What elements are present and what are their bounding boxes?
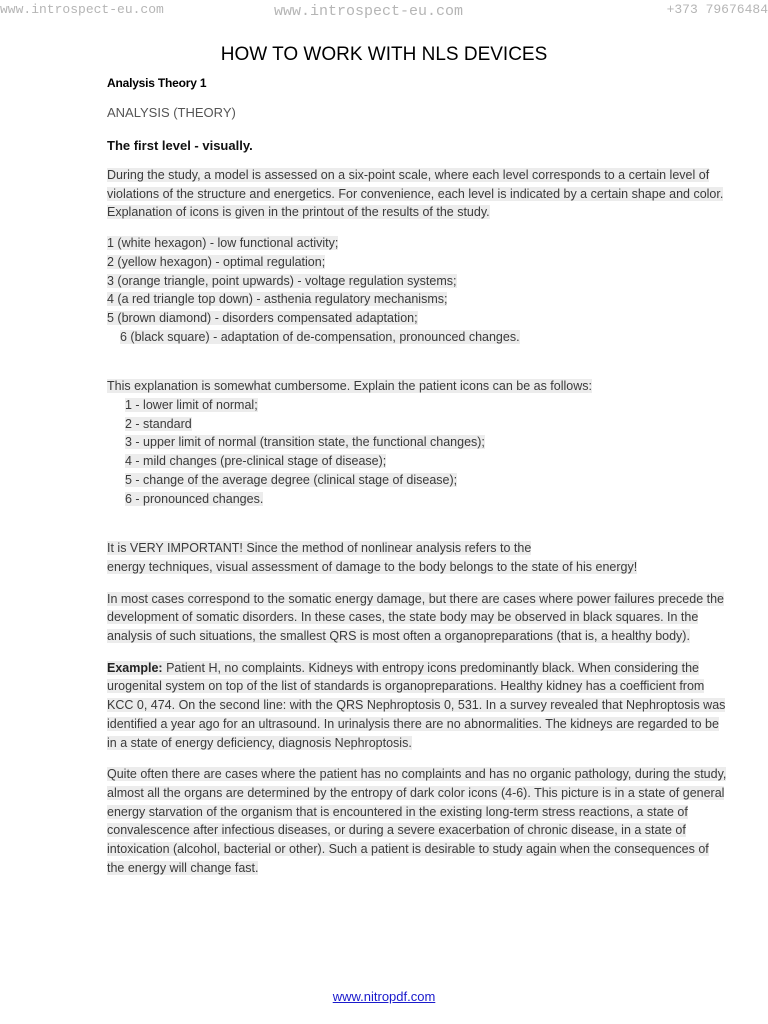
- list-item: 6 (black square) - adaptation of de-compensation, pronounced changes.: [120, 329, 520, 344]
- levels-list: [107, 234, 727, 346]
- list-item: 6 - pronounced changes.: [125, 491, 264, 506]
- document-body: [107, 76, 727, 878]
- subtitle: Analysis Theory 1: [107, 76, 207, 90]
- list-item: 2 (yellow hexagon) - optimal regulation;: [107, 254, 326, 269]
- level-heading: The first level - visually.: [107, 138, 253, 153]
- watermark-center: www.introspect-eu.com: [274, 3, 464, 20]
- watermark-left: www.introspect-eu.com: [0, 2, 164, 17]
- list-item: 5 - change of the average degree (clinical stage of disease);: [125, 472, 458, 487]
- cases-paragraph: In most cases correspond to the somatic energy damage, but there are cases where power failures precede the development of somatic disorders. In these cases, the state body may be observed in black squares. In the analysis of such situations, the smallest QRS is most often a organopreparations (that is, a healthy body).: [107, 591, 724, 644]
- list-item: 2 - standard: [125, 416, 192, 431]
- final-paragraph: Quite often there are cases where the patient has no complaints and has no organic pathology, during the study, almost all the organs are determined by the entropy of dark color icons (4-6). This picture is in a state of general energy starvation of the organism that is encountered in the existing long-term stress reactions, a state of convalescence after infectious diseases, or during a severe exacerbation of chronic disease, in a state of intoxication (alcohol, bacterial or other). Such a patient is desirable to study again when the consequences of the energy will change fast.: [107, 767, 727, 875]
- footer: [0, 989, 768, 1004]
- important-paragraph: It is VERY IMPORTANT! Since the method of nonlinear analysis refers to the energy techniques, visual assessment of damage to the body belongs to the state of his energy!: [107, 541, 638, 574]
- intro-paragraph: [107, 166, 727, 222]
- example-paragraph: Example: Patient H, no complaints. Kidneys with entropy icons predominantly black. When considering the urogenital system on top of the list of standards is organopreparations. Healthy kidney has a coefficient from KCC 0, 474. On the second line: with the QRS Nephroptosis 0, 531. In a survey revealed that Nephroptosis was identified a year ago for an ultrasound. In urinalysis there are no abnormalities. The kidneys are regarded to be in a state of energy deficiency, diagnosis Nephroptosis.: [107, 660, 726, 750]
- example-label: Example:: [107, 660, 163, 675]
- explain-list: [107, 396, 727, 508]
- list-item: 4 (a red triangle top down) - asthenia regulatory mechanisms;: [107, 292, 448, 307]
- page-title: HOW TO WORK WITH NLS DEVICES: [220, 44, 548, 65]
- list-item: 1 - lower limit of normal;: [125, 398, 258, 413]
- footer-link[interactable]: www.nitropdf.com: [332, 989, 436, 1004]
- list-item: 4 - mild changes (pre-clinical stage of disease);: [125, 454, 387, 469]
- list-item: 3 (orange triangle, point upwards) - voltage regulation systems;: [107, 273, 457, 288]
- explain-intro: This explanation is somewhat cumbersome. Explain the patient icons can be as follows:: [107, 379, 592, 394]
- watermark-phone: +373 79676484: [666, 2, 768, 17]
- list-item: 3 - upper limit of normal (transition state, the functional changes);: [125, 435, 485, 450]
- section-heading: ANALYSIS (THEORY): [107, 105, 236, 120]
- intro-text: During the study, a model is assessed on a six-point scale, where each level corresponds to a certain level of violations of the structure and energetics. For convenience, each level is indicated by a certain shape and color. Explanation of icons is given in the printout of the results of the study.: [107, 168, 724, 220]
- list-item: 5 (brown diamond) - disorders compensated adaptation;: [107, 310, 418, 325]
- list-item: 1 (white hexagon) - low functional activity;: [107, 236, 339, 251]
